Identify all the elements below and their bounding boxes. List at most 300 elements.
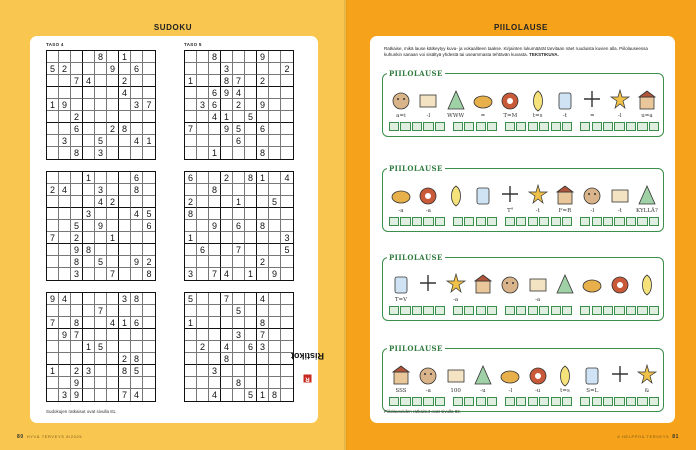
- sudoku-cell[interactable]: 3: [233, 329, 245, 341]
- letter-box[interactable]: [637, 397, 647, 406]
- sudoku-cell[interactable]: 2: [197, 341, 209, 353]
- sudoku-cell[interactable]: [197, 220, 209, 232]
- letter-box[interactable]: [505, 306, 515, 315]
- sudoku-cell[interactable]: [119, 244, 131, 256]
- sudoku-cell[interactable]: [119, 111, 131, 123]
- letter-box[interactable]: [476, 122, 486, 131]
- sudoku-cell[interactable]: 5: [131, 365, 143, 377]
- letter-box[interactable]: [539, 306, 549, 315]
- sudoku-cell[interactable]: [95, 353, 107, 365]
- sudoku-grid[interactable]: [46, 171, 156, 281]
- sudoku-cell[interactable]: 6: [185, 172, 197, 184]
- sudoku-cell[interactable]: 9: [221, 87, 233, 99]
- letter-box[interactable]: [614, 122, 624, 131]
- letter-box[interactable]: [603, 122, 613, 131]
- letter-box[interactable]: [528, 217, 538, 226]
- sudoku-cell[interactable]: [185, 365, 197, 377]
- sudoku-cell[interactable]: [47, 147, 59, 159]
- sudoku-cell[interactable]: [269, 51, 281, 63]
- sudoku-cell[interactable]: 4: [119, 87, 131, 99]
- sudoku-cell[interactable]: [95, 208, 107, 220]
- sudoku-cell[interactable]: 2: [71, 232, 83, 244]
- sudoku-cell[interactable]: [281, 365, 293, 377]
- sudoku-cell[interactable]: [95, 99, 107, 111]
- sudoku-cell[interactable]: [83, 123, 95, 135]
- sudoku-cell[interactable]: [185, 353, 197, 365]
- sudoku-cell[interactable]: [119, 377, 131, 389]
- sudoku-cell[interactable]: [71, 293, 83, 305]
- letter-box[interactable]: [435, 122, 445, 131]
- letter-box[interactable]: [528, 397, 538, 406]
- letter-box[interactable]: [580, 217, 590, 226]
- sudoku-cell[interactable]: [83, 99, 95, 111]
- sudoku-cell[interactable]: 6: [245, 341, 257, 353]
- letter-box[interactable]: [389, 306, 399, 315]
- letter-box[interactable]: [592, 217, 602, 226]
- sudoku-cell[interactable]: 9: [71, 377, 83, 389]
- letter-box[interactable]: [453, 397, 463, 406]
- letter-box[interactable]: [423, 122, 433, 131]
- sudoku-cell[interactable]: 2: [281, 63, 293, 75]
- sudoku-cell[interactable]: [119, 329, 131, 341]
- sudoku-cell[interactable]: [233, 353, 245, 365]
- sudoku-cell[interactable]: [185, 51, 197, 63]
- sudoku-cell[interactable]: [197, 389, 209, 401]
- letter-box[interactable]: [400, 122, 410, 131]
- sudoku-cell[interactable]: [245, 329, 257, 341]
- sudoku-cell[interactable]: [143, 244, 155, 256]
- sudoku-cell[interactable]: 3: [257, 341, 269, 353]
- sudoku-cell[interactable]: [59, 51, 71, 63]
- sudoku-cell[interactable]: [197, 75, 209, 87]
- sudoku-cell[interactable]: [107, 244, 119, 256]
- sudoku-cell[interactable]: 1: [185, 317, 197, 329]
- answer-boxes[interactable]: [389, 306, 659, 315]
- sudoku-cell[interactable]: 7: [143, 99, 155, 111]
- sudoku-cell[interactable]: [143, 329, 155, 341]
- letter-box[interactable]: [603, 397, 613, 406]
- sudoku-cell[interactable]: 9: [257, 51, 269, 63]
- sudoku-cell[interactable]: [209, 317, 221, 329]
- sudoku-cell[interactable]: [185, 111, 197, 123]
- sudoku-cell[interactable]: [221, 256, 233, 268]
- sudoku-cell[interactable]: [185, 256, 197, 268]
- sudoku-cell[interactable]: [269, 208, 281, 220]
- sudoku-cell[interactable]: [209, 341, 221, 353]
- sudoku-cell[interactable]: 3: [59, 135, 71, 147]
- sudoku-cell[interactable]: [185, 329, 197, 341]
- sudoku-cell[interactable]: 8: [83, 244, 95, 256]
- sudoku-cell[interactable]: 7: [209, 268, 221, 280]
- sudoku-cell[interactable]: 6: [71, 123, 83, 135]
- letter-box[interactable]: [592, 306, 602, 315]
- sudoku-cell[interactable]: [131, 341, 143, 353]
- sudoku-cell[interactable]: 2: [59, 63, 71, 75]
- sudoku-cell[interactable]: [143, 196, 155, 208]
- letter-box[interactable]: [487, 397, 497, 406]
- sudoku-cell[interactable]: [245, 244, 257, 256]
- sudoku-cell[interactable]: 9: [71, 244, 83, 256]
- sudoku-cell[interactable]: [197, 232, 209, 244]
- sudoku-cell[interactable]: [245, 75, 257, 87]
- sudoku-cell[interactable]: 7: [47, 317, 59, 329]
- letter-box[interactable]: [487, 306, 497, 315]
- sudoku-cell[interactable]: [83, 268, 95, 280]
- sudoku-cell[interactable]: [119, 341, 131, 353]
- sudoku-cell[interactable]: [281, 51, 293, 63]
- sudoku-cell[interactable]: [143, 232, 155, 244]
- sudoku-cell[interactable]: [143, 317, 155, 329]
- sudoku-cell[interactable]: [71, 51, 83, 63]
- sudoku-cell[interactable]: 1: [185, 232, 197, 244]
- sudoku-cell[interactable]: [107, 293, 119, 305]
- letter-box[interactable]: [528, 306, 538, 315]
- sudoku-cell[interactable]: [269, 75, 281, 87]
- sudoku-cell[interactable]: [245, 63, 257, 75]
- sudoku-cell[interactable]: [107, 99, 119, 111]
- sudoku-cell[interactable]: [233, 293, 245, 305]
- letter-box[interactable]: [580, 122, 590, 131]
- sudoku-cell[interactable]: [47, 256, 59, 268]
- sudoku-cell[interactable]: [185, 305, 197, 317]
- sudoku-cell[interactable]: 5: [143, 208, 155, 220]
- sudoku-cell[interactable]: [269, 329, 281, 341]
- sudoku-cell[interactable]: [209, 63, 221, 75]
- sudoku-cell[interactable]: [107, 147, 119, 159]
- sudoku-cell[interactable]: [233, 172, 245, 184]
- sudoku-cell[interactable]: [47, 196, 59, 208]
- sudoku-cell[interactable]: [245, 87, 257, 99]
- sudoku-cell[interactable]: [119, 99, 131, 111]
- sudoku-cell[interactable]: [107, 184, 119, 196]
- sudoku-cell[interactable]: [245, 208, 257, 220]
- letter-box[interactable]: [400, 217, 410, 226]
- sudoku-cell[interactable]: [209, 377, 221, 389]
- sudoku-cell[interactable]: [83, 184, 95, 196]
- sudoku-cell[interactable]: [119, 63, 131, 75]
- sudoku-cell[interactable]: [47, 377, 59, 389]
- sudoku-cell[interactable]: [143, 341, 155, 353]
- sudoku-cell[interactable]: [257, 244, 269, 256]
- sudoku-cell[interactable]: [281, 87, 293, 99]
- sudoku-cell[interactable]: [257, 353, 269, 365]
- sudoku-grid[interactable]: [184, 50, 294, 160]
- sudoku-cell[interactable]: [257, 268, 269, 280]
- piilolause-puzzle[interactable]: [382, 344, 664, 412]
- sudoku-cell[interactable]: [83, 135, 95, 147]
- sudoku-cell[interactable]: [131, 196, 143, 208]
- sudoku-cell[interactable]: [269, 244, 281, 256]
- sudoku-cell[interactable]: [59, 256, 71, 268]
- sudoku-cell[interactable]: 2: [47, 184, 59, 196]
- sudoku-cell[interactable]: 6: [209, 87, 221, 99]
- sudoku-cell[interactable]: [245, 123, 257, 135]
- sudoku-cell[interactable]: [257, 365, 269, 377]
- letter-box[interactable]: [592, 122, 602, 131]
- sudoku-cell[interactable]: [209, 123, 221, 135]
- sudoku-cell[interactable]: [47, 341, 59, 353]
- sudoku-cell[interactable]: [185, 341, 197, 353]
- sudoku-cell[interactable]: 5: [95, 256, 107, 268]
- sudoku-cell[interactable]: [245, 377, 257, 389]
- sudoku-cell[interactable]: [47, 87, 59, 99]
- sudoku-cell[interactable]: [245, 99, 257, 111]
- letter-box[interactable]: [487, 122, 497, 131]
- sudoku-cell[interactable]: [95, 377, 107, 389]
- sudoku-cell[interactable]: [233, 111, 245, 123]
- sudoku-cell[interactable]: [143, 75, 155, 87]
- sudoku-cell[interactable]: 3: [131, 99, 143, 111]
- sudoku-cell[interactable]: [83, 305, 95, 317]
- sudoku-cell[interactable]: [209, 208, 221, 220]
- sudoku-cell[interactable]: [221, 232, 233, 244]
- sudoku-cell[interactable]: 6: [131, 317, 143, 329]
- sudoku-cell[interactable]: [281, 135, 293, 147]
- letter-box[interactable]: [649, 397, 659, 406]
- sudoku-cell[interactable]: [119, 184, 131, 196]
- sudoku-cell[interactable]: [197, 365, 209, 377]
- letter-box[interactable]: [505, 217, 515, 226]
- sudoku-cell[interactable]: [221, 147, 233, 159]
- letter-box[interactable]: [562, 397, 572, 406]
- sudoku-cell[interactable]: [257, 232, 269, 244]
- sudoku-cell[interactable]: [185, 63, 197, 75]
- sudoku-cell[interactable]: [281, 208, 293, 220]
- sudoku-cell[interactable]: [47, 135, 59, 147]
- sudoku-cell[interactable]: 4: [107, 317, 119, 329]
- sudoku-grid[interactable]: [46, 292, 156, 402]
- sudoku-cell[interactable]: 5: [233, 305, 245, 317]
- letter-box[interactable]: [614, 217, 624, 226]
- sudoku-cell[interactable]: [269, 256, 281, 268]
- sudoku-cell[interactable]: [269, 220, 281, 232]
- sudoku-cell[interactable]: 5: [245, 111, 257, 123]
- sudoku-cell[interactable]: 1: [221, 111, 233, 123]
- sudoku-cell[interactable]: 3: [95, 184, 107, 196]
- sudoku-cell[interactable]: [71, 353, 83, 365]
- sudoku-cell[interactable]: 7: [119, 389, 131, 401]
- sudoku-cell[interactable]: 1: [233, 196, 245, 208]
- sudoku-cell[interactable]: [257, 305, 269, 317]
- sudoku-cell[interactable]: [221, 196, 233, 208]
- sudoku-cell[interactable]: 6: [197, 244, 209, 256]
- sudoku-cell[interactable]: [131, 220, 143, 232]
- sudoku-cell[interactable]: 9: [59, 329, 71, 341]
- sudoku-cell[interactable]: [197, 135, 209, 147]
- letter-box[interactable]: [580, 397, 590, 406]
- sudoku-cell[interactable]: [95, 232, 107, 244]
- sudoku-cell[interactable]: [269, 232, 281, 244]
- sudoku-cell[interactable]: [221, 317, 233, 329]
- letter-box[interactable]: [637, 122, 647, 131]
- sudoku-cell[interactable]: [107, 377, 119, 389]
- sudoku-cell[interactable]: 1: [107, 232, 119, 244]
- letter-box[interactable]: [476, 217, 486, 226]
- sudoku-cell[interactable]: 7: [233, 244, 245, 256]
- sudoku-cell[interactable]: [221, 99, 233, 111]
- sudoku-cell[interactable]: [197, 208, 209, 220]
- sudoku-cell[interactable]: 8: [269, 389, 281, 401]
- sudoku-cell[interactable]: 2: [71, 111, 83, 123]
- sudoku-cell[interactable]: [269, 365, 281, 377]
- sudoku-cell[interactable]: [143, 365, 155, 377]
- sudoku-cell[interactable]: [47, 51, 59, 63]
- sudoku-cell[interactable]: [47, 329, 59, 341]
- sudoku-cell[interactable]: [245, 196, 257, 208]
- sudoku-cell[interactable]: [281, 389, 293, 401]
- sudoku-cell[interactable]: 5: [245, 389, 257, 401]
- answer-boxes[interactable]: [389, 122, 659, 131]
- sudoku-cell[interactable]: [143, 63, 155, 75]
- sudoku-cell[interactable]: 1: [143, 135, 155, 147]
- sudoku-cell[interactable]: [83, 51, 95, 63]
- sudoku-cell[interactable]: [131, 147, 143, 159]
- sudoku-cell[interactable]: 9: [221, 123, 233, 135]
- sudoku-cell[interactable]: [95, 389, 107, 401]
- sudoku-cell[interactable]: [269, 147, 281, 159]
- sudoku-cell[interactable]: [257, 87, 269, 99]
- sudoku-cell[interactable]: [47, 172, 59, 184]
- sudoku-cell[interactable]: [107, 329, 119, 341]
- sudoku-cell[interactable]: [209, 305, 221, 317]
- sudoku-cell[interactable]: 6: [233, 135, 245, 147]
- sudoku-cell[interactable]: [71, 341, 83, 353]
- sudoku-cell[interactable]: 3: [83, 365, 95, 377]
- sudoku-cell[interactable]: [185, 135, 197, 147]
- sudoku-cell[interactable]: [281, 293, 293, 305]
- sudoku-cell[interactable]: [59, 353, 71, 365]
- letter-box[interactable]: [562, 306, 572, 315]
- sudoku-cell[interactable]: [197, 51, 209, 63]
- sudoku-cell[interactable]: [257, 377, 269, 389]
- sudoku-cell[interactable]: [71, 135, 83, 147]
- sudoku-cell[interactable]: 9: [107, 63, 119, 75]
- sudoku-cell[interactable]: [143, 51, 155, 63]
- sudoku-cell[interactable]: [131, 232, 143, 244]
- sudoku-cell[interactable]: [59, 123, 71, 135]
- sudoku-cell[interactable]: [281, 75, 293, 87]
- sudoku-cell[interactable]: 7: [71, 75, 83, 87]
- sudoku-cell[interactable]: [59, 305, 71, 317]
- sudoku-cell[interactable]: [233, 341, 245, 353]
- sudoku-cell[interactable]: 2: [143, 256, 155, 268]
- sudoku-cell[interactable]: [71, 208, 83, 220]
- sudoku-cell[interactable]: [71, 184, 83, 196]
- sudoku-cell[interactable]: [197, 123, 209, 135]
- sudoku-cell[interactable]: [83, 329, 95, 341]
- letter-box[interactable]: [400, 306, 410, 315]
- sudoku-cell[interactable]: [119, 172, 131, 184]
- sudoku-cell[interactable]: 7: [107, 268, 119, 280]
- sudoku-cell[interactable]: [119, 147, 131, 159]
- sudoku-cell[interactable]: 2: [71, 365, 83, 377]
- sudoku-cell[interactable]: 4: [131, 208, 143, 220]
- sudoku-cell[interactable]: [95, 63, 107, 75]
- sudoku-cell[interactable]: 9: [131, 256, 143, 268]
- sudoku-cell[interactable]: [95, 123, 107, 135]
- sudoku-cell[interactable]: [281, 111, 293, 123]
- sudoku-cell[interactable]: 3: [221, 63, 233, 75]
- sudoku-cell[interactable]: 1: [47, 99, 59, 111]
- sudoku-cell[interactable]: [209, 256, 221, 268]
- sudoku-cell[interactable]: 4: [257, 293, 269, 305]
- sudoku-cell[interactable]: 4: [233, 87, 245, 99]
- sudoku-cell[interactable]: [221, 329, 233, 341]
- letter-box[interactable]: [649, 122, 659, 131]
- sudoku-cell[interactable]: [245, 317, 257, 329]
- letter-box[interactable]: [603, 217, 613, 226]
- sudoku-cell[interactable]: [233, 208, 245, 220]
- sudoku-cell[interactable]: [71, 63, 83, 75]
- letter-box[interactable]: [539, 217, 549, 226]
- sudoku-cell[interactable]: [143, 377, 155, 389]
- sudoku-cell[interactable]: 1: [245, 268, 257, 280]
- letter-box[interactable]: [412, 306, 422, 315]
- sudoku-cell[interactable]: [131, 75, 143, 87]
- sudoku-cell[interactable]: [281, 268, 293, 280]
- sudoku-cell[interactable]: [107, 256, 119, 268]
- sudoku-cell[interactable]: [221, 51, 233, 63]
- sudoku-cell[interactable]: [281, 184, 293, 196]
- piilolause-puzzle[interactable]: [382, 253, 664, 321]
- sudoku-cell[interactable]: 3: [119, 293, 131, 305]
- sudoku-cell[interactable]: [143, 111, 155, 123]
- letter-box[interactable]: [516, 397, 526, 406]
- sudoku-cell[interactable]: [131, 51, 143, 63]
- sudoku-cell[interactable]: [95, 365, 107, 377]
- sudoku-cell[interactable]: 7: [221, 293, 233, 305]
- sudoku-cell[interactable]: [221, 135, 233, 147]
- letter-box[interactable]: [626, 122, 636, 131]
- letter-box[interactable]: [551, 397, 561, 406]
- sudoku-cell[interactable]: [107, 172, 119, 184]
- letter-box[interactable]: [464, 397, 474, 406]
- sudoku-cell[interactable]: [221, 365, 233, 377]
- sudoku-cell[interactable]: 8: [185, 208, 197, 220]
- letter-box[interactable]: [412, 217, 422, 226]
- sudoku-cell[interactable]: [185, 389, 197, 401]
- sudoku-cell[interactable]: [185, 87, 197, 99]
- sudoku-cell[interactable]: [59, 172, 71, 184]
- sudoku-cell[interactable]: [185, 377, 197, 389]
- sudoku-cell[interactable]: 8: [119, 365, 131, 377]
- letter-box[interactable]: [389, 122, 399, 131]
- sudoku-cell[interactable]: 8: [131, 353, 143, 365]
- sudoku-cell[interactable]: 6: [131, 172, 143, 184]
- sudoku-cell[interactable]: [95, 172, 107, 184]
- sudoku-cell[interactable]: [83, 317, 95, 329]
- sudoku-cell[interactable]: [281, 220, 293, 232]
- letter-box[interactable]: [614, 397, 624, 406]
- sudoku-cell[interactable]: 8: [257, 220, 269, 232]
- sudoku-cell[interactable]: 9: [71, 389, 83, 401]
- letter-box[interactable]: [487, 217, 497, 226]
- sudoku-cell[interactable]: [209, 244, 221, 256]
- sudoku-cell[interactable]: [245, 184, 257, 196]
- sudoku-cell[interactable]: 1: [257, 172, 269, 184]
- letter-box[interactable]: [453, 217, 463, 226]
- sudoku-cell[interactable]: [71, 196, 83, 208]
- sudoku-cell[interactable]: [95, 268, 107, 280]
- sudoku-cell[interactable]: [59, 75, 71, 87]
- sudoku-cell[interactable]: 8: [95, 51, 107, 63]
- piilolause-puzzle[interactable]: [382, 69, 664, 137]
- sudoku-cell[interactable]: [59, 377, 71, 389]
- sudoku-cell[interactable]: [119, 208, 131, 220]
- sudoku-cell[interactable]: [131, 329, 143, 341]
- letter-box[interactable]: [476, 306, 486, 315]
- sudoku-cell[interactable]: [143, 305, 155, 317]
